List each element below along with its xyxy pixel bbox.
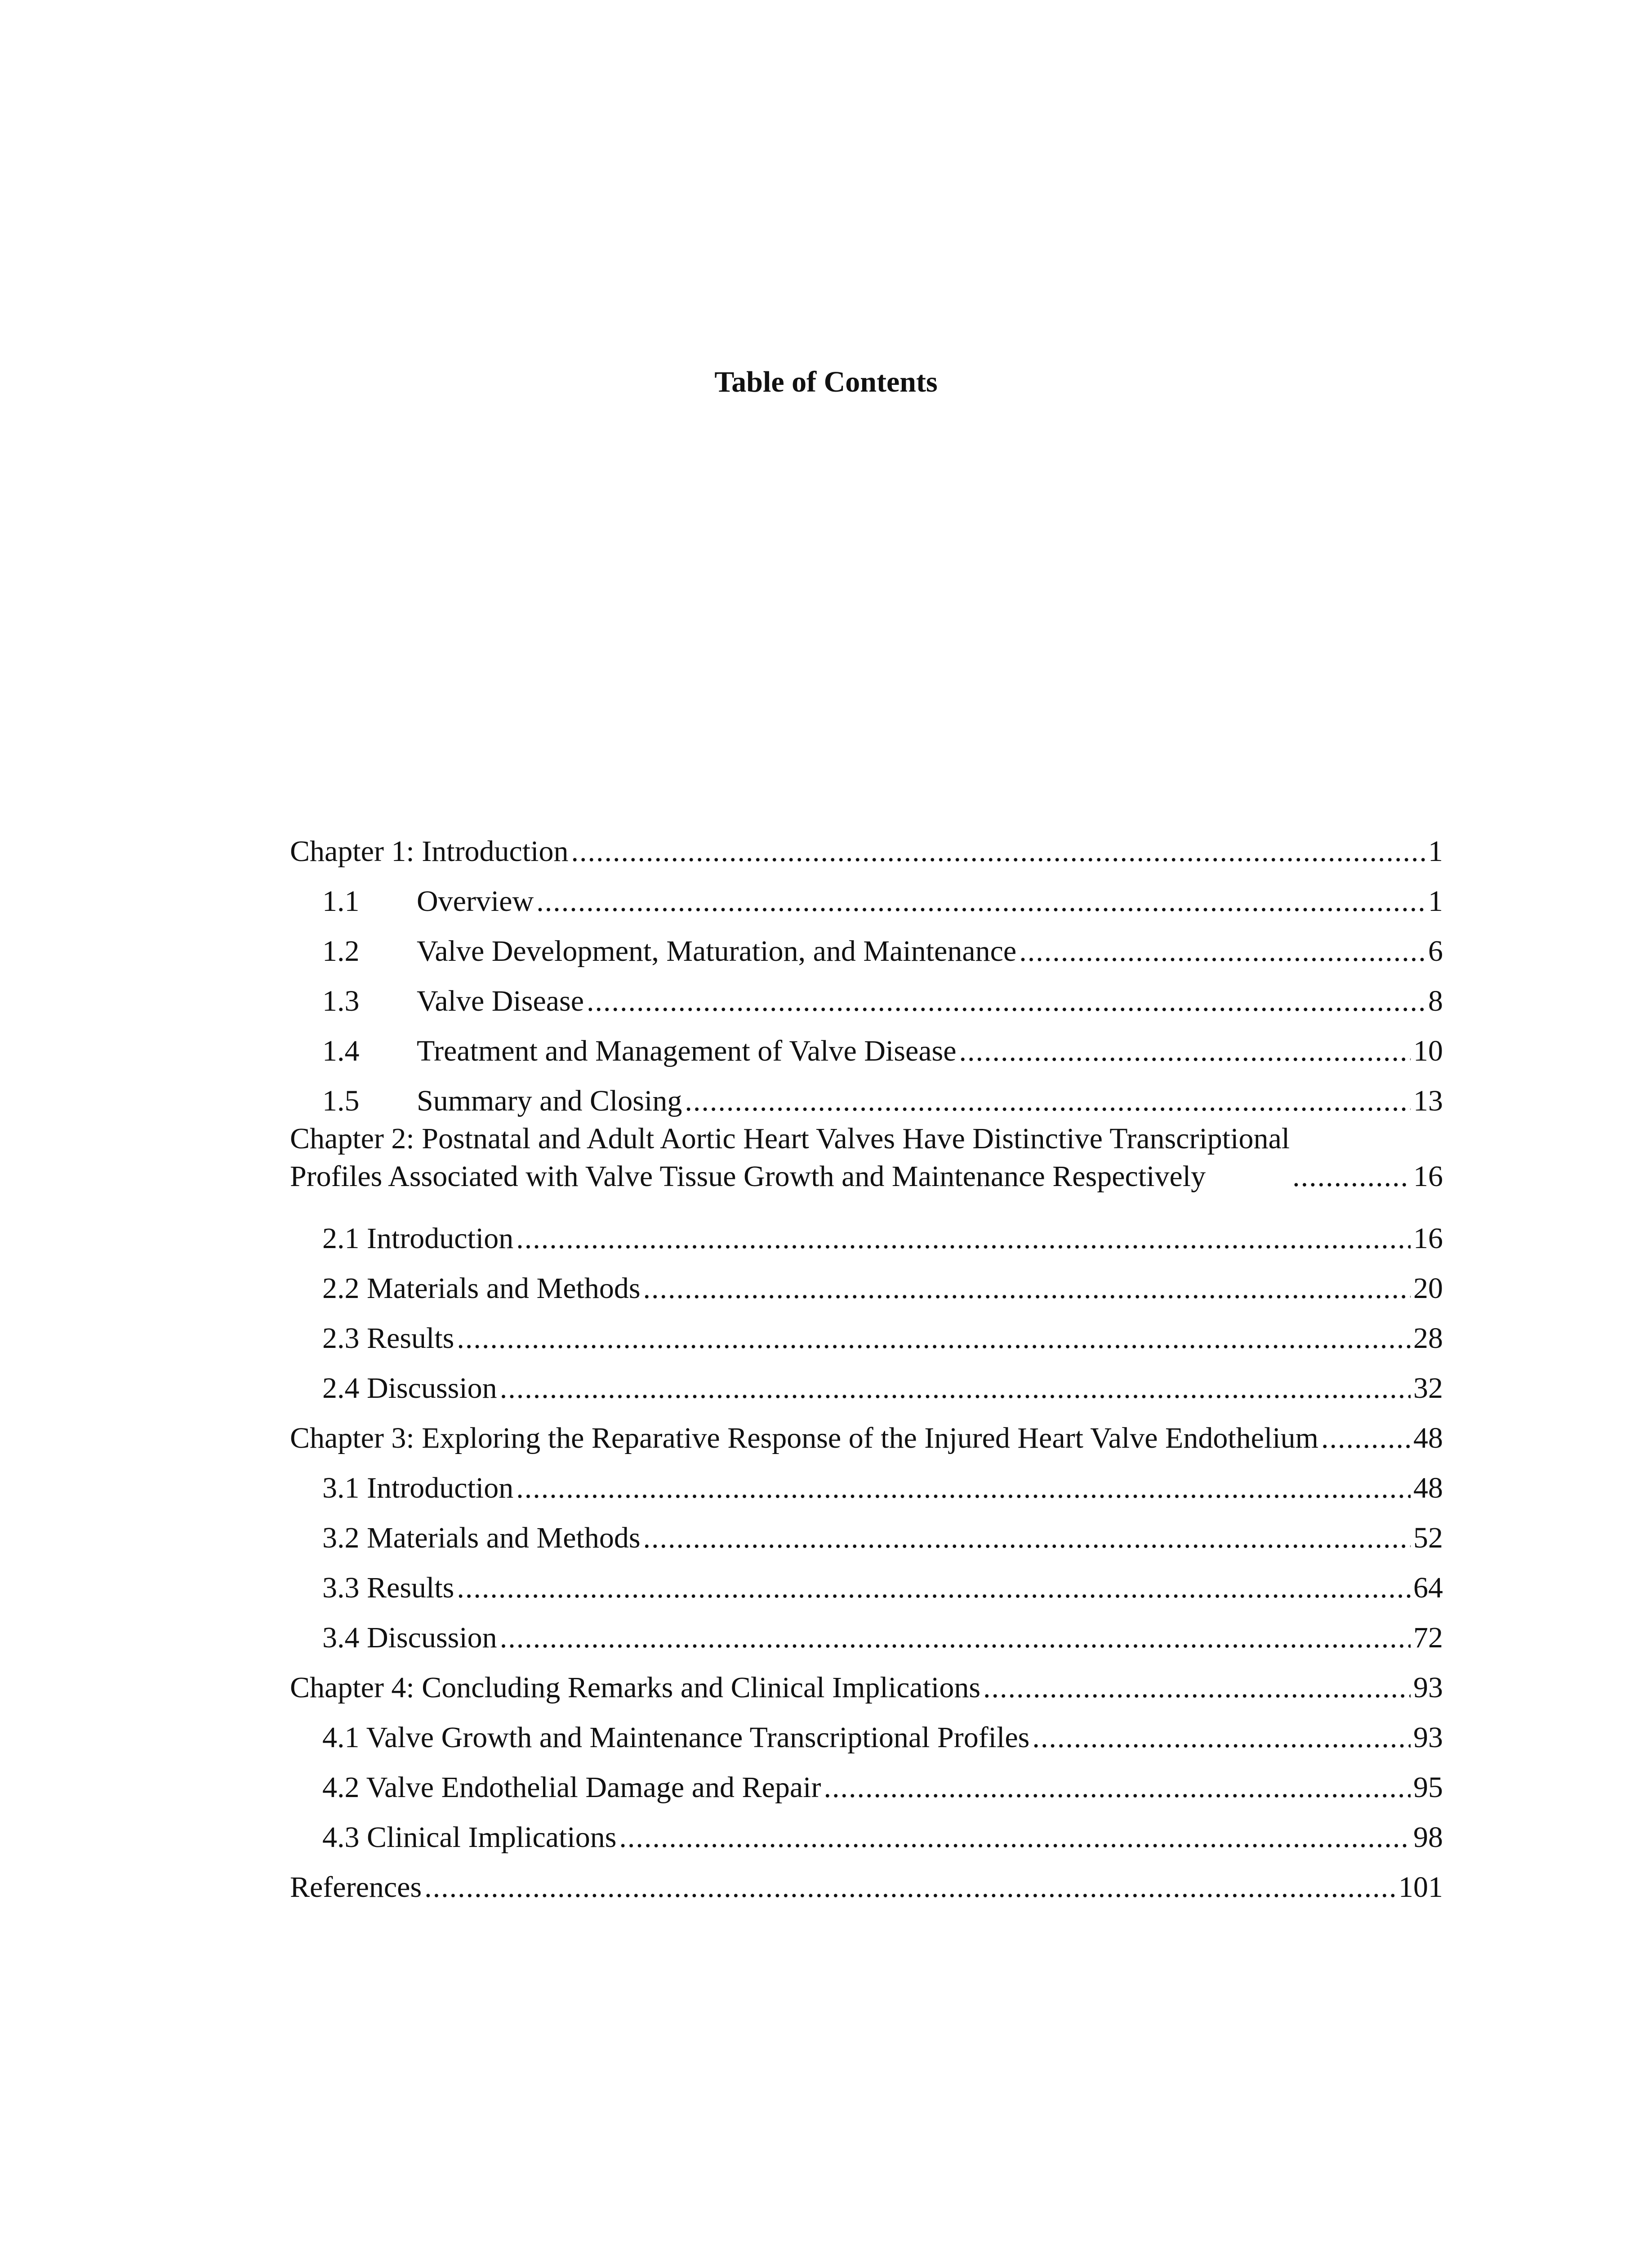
- toc-entry-label: Chapter 4: Concluding Remarks and Clinical Implications: [290, 1671, 981, 1704]
- toc-entry-page: 6: [1428, 935, 1443, 968]
- toc-entry-page: 98: [1413, 1821, 1443, 1854]
- dot-leader: [619, 1819, 1411, 1856]
- toc-entry-page: 28: [1413, 1322, 1443, 1355]
- dot-leader: [516, 1469, 1411, 1507]
- toc-entry-label-line-2: Profiles Associated with Valve Tissue Growth and Maintenance Respectively: [290, 1160, 1206, 1193]
- toc-entry-page: 48: [1413, 1472, 1443, 1504]
- page-title: Table of Contents: [714, 366, 938, 398]
- toc-entry-3-2: [290, 1507, 1443, 1557]
- dot-leader: [457, 1320, 1411, 1357]
- toc-entry-page: 1: [1428, 885, 1443, 918]
- toc-entry-3-1: [290, 1457, 1443, 1507]
- toc-entry-label: 2.2 Materials and Methods: [322, 1272, 641, 1305]
- toc-entry-page: 93: [1413, 1721, 1443, 1754]
- dot-leader: [500, 1369, 1411, 1407]
- toc-entry-chapter-2: [290, 1120, 1443, 1208]
- toc-entry-page: 8: [1428, 985, 1443, 1017]
- section-number: 1.1: [322, 885, 360, 918]
- toc-list: [290, 821, 1443, 1906]
- dot-leader: [516, 1220, 1411, 1258]
- dot-leader: [1321, 1419, 1411, 1457]
- toc-entry-label-line-1: Chapter 2: Postnatal and Adult Aortic Heart Valves Have Distinctive Transcriptional: [290, 1122, 1290, 1155]
- toc-entry-label: Valve Disease: [417, 985, 584, 1017]
- toc-entry-page: 13: [1413, 1084, 1443, 1117]
- section-number: 1.4: [322, 1035, 360, 1067]
- toc-entry-page: 20: [1413, 1272, 1443, 1305]
- toc-entry-page: 10: [1413, 1035, 1443, 1067]
- dot-leader: [457, 1569, 1411, 1607]
- dot-leader: [571, 833, 1425, 870]
- toc-entry-label: 4.3 Clinical Implications: [322, 1821, 617, 1854]
- toc-entry-page: 101: [1398, 1871, 1443, 1904]
- dot-leader: [643, 1519, 1411, 1557]
- toc-entry-page: 72: [1413, 1621, 1443, 1654]
- toc-entry-4-1: [290, 1707, 1443, 1757]
- toc-entry-page: 64: [1413, 1571, 1443, 1604]
- toc-entry-references: [290, 1856, 1443, 1906]
- toc-entry-3-3: [290, 1557, 1443, 1607]
- toc-entry-1-4: [290, 1020, 1443, 1070]
- dot-leader: [1292, 1158, 1411, 1195]
- toc-entry-label: 2.1 Introduction: [322, 1222, 514, 1255]
- toc-entry-label: 4.1 Valve Growth and Maintenance Transcriptional Profiles: [322, 1721, 1030, 1754]
- toc-entry-2-3: [290, 1307, 1443, 1357]
- toc-entry-chapter-4: [290, 1657, 1443, 1707]
- toc-entry-label: Valve Development, Maturation, and Maintenance: [417, 935, 1017, 968]
- toc-entry-chapter-3: [290, 1407, 1443, 1457]
- toc-entry-label: 4.2 Valve Endothelial Damage and Repair: [322, 1771, 821, 1804]
- dot-leader: [643, 1270, 1411, 1307]
- toc-entry-2-2: [290, 1258, 1443, 1307]
- dot-leader: [824, 1769, 1411, 1806]
- toc-entry-1-3: [290, 970, 1443, 1020]
- section-number: 1.3: [322, 985, 360, 1017]
- toc-entry-page: 1: [1428, 835, 1443, 868]
- dot-leader: [1032, 1719, 1411, 1757]
- dot-leader: [959, 1032, 1411, 1070]
- toc-entry-4-3: [290, 1806, 1443, 1856]
- toc-entry-1-2: [290, 920, 1443, 970]
- toc-entry-label: Treatment and Management of Valve Disease: [417, 1035, 957, 1067]
- toc-entry-label: Chapter 1: Introduction: [290, 835, 569, 868]
- toc-entry-4-2: [290, 1757, 1443, 1806]
- toc-entry-page: 52: [1413, 1521, 1443, 1554]
- dot-leader: [1019, 932, 1425, 970]
- toc-entry-page: 93: [1413, 1671, 1443, 1704]
- toc-entry-page: 16: [1413, 1222, 1443, 1255]
- toc-entry-label: References: [290, 1871, 422, 1904]
- toc-entry-label: Chapter 3: Exploring the Reparative Response of the Injured Heart Valve Endothelium: [290, 1422, 1318, 1454]
- toc-entry-2-4: [290, 1357, 1443, 1407]
- toc-entry-page: 32: [1413, 1372, 1443, 1405]
- dot-leader: [587, 982, 1425, 1020]
- dot-leader: [500, 1619, 1411, 1657]
- toc-entry-label: 2.4 Discussion: [322, 1372, 497, 1405]
- dot-leader: [685, 1082, 1411, 1120]
- toc-entry-3-4: [290, 1607, 1443, 1657]
- toc-entry-page: 48: [1413, 1422, 1443, 1454]
- dot-leader: [536, 883, 1425, 920]
- section-number: 1.2: [322, 935, 360, 968]
- toc-entry-page: 95: [1413, 1771, 1443, 1804]
- toc-entry-label: 3.4 Discussion: [322, 1621, 497, 1654]
- toc-entry-label: 3.3 Results: [322, 1571, 454, 1604]
- toc-entry-2-1: [290, 1208, 1443, 1258]
- section-number: 1.5: [322, 1084, 360, 1117]
- toc-entry-label: 3.2 Materials and Methods: [322, 1521, 641, 1554]
- toc-entry-1-5: [290, 1070, 1443, 1120]
- toc-entry-chapter-1: [290, 821, 1443, 870]
- dot-leader: [983, 1669, 1411, 1707]
- toc-entry-label: 3.1 Introduction: [322, 1472, 514, 1504]
- toc-entry-1-1: [290, 870, 1443, 920]
- dot-leader: [424, 1869, 1396, 1906]
- toc-entry-page: 16: [1413, 1160, 1443, 1193]
- toc-entry-label: 2.3 Results: [322, 1322, 454, 1355]
- toc-entry-label: Summary and Closing: [417, 1084, 682, 1117]
- toc-entry-label: Overview: [417, 885, 534, 918]
